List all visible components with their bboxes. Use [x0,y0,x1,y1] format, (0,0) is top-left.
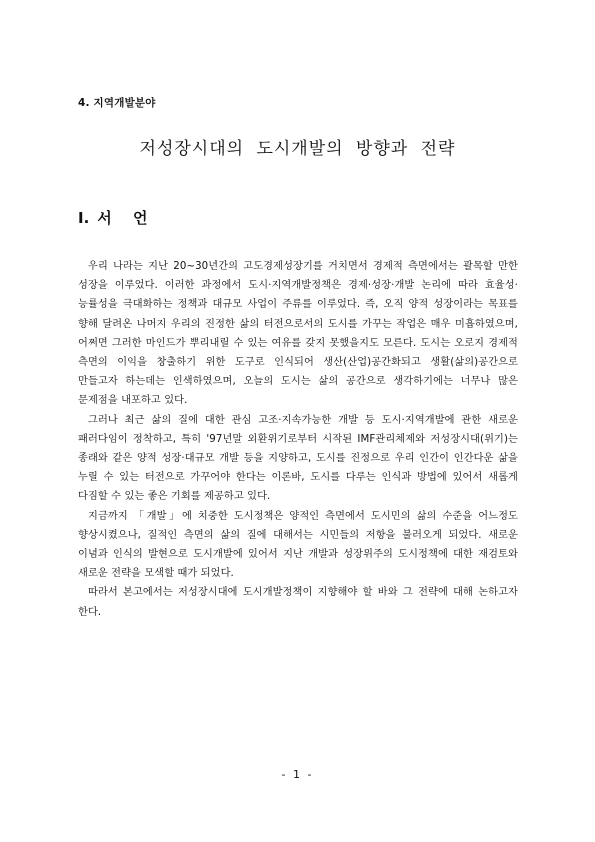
document-title: 저성장시대의 도시개발의 방향과 전략 [139,139,456,159]
heading-number: Ⅰ. [78,209,90,227]
page-number: - 1 - [281,768,314,781]
paragraph: 우리 나라는 지난 20~30년간의 고도경제성장기를 거치면서 경제적 측면에서는 괄목할 만한 성장을 이루었다. 이러한 과정에서 도시·지역개발정책은 경제·성장·개발 논리에 따라 효율성·능률성을 극대화하는 정책과 대규모 사업이 주류를 이루었다. 즉, 오직 양적 성장이라는 목표를 향해 달려온 나머지 우리의 진정한 삶의 터전으로서의 도시를 가꾸는 작업은 매우 미흡하였으며, 어쩌면 그러한 마인드가 뿌리내릴 수 있는 여유를 갖지 못했을지도 모른다. 도시는 오로지 경제적 측면의 이익을 창출하기 위한 도구로 인식되어 생산(산업)공간화되고 생활(삶의)공간으로 만들고자 하는데는 인색하였으며, 오늘의 도시는 삶의 공간으로 생각하기에는 너무나 많은 문제점을 내포하고 있다. [78,261,518,407]
paragraph: 지금까지 「개발」에 치중한 도시정책은 양적인 측면에서 도시민의 삶의 수준을 어느정도 향상시켰으나, 질적인 측면의 삶의 질에 대해서는 시민들의 저항을 불러오게 되었다. 새로운 이념과 인식의 발현으로 도시개발에 있어서 지난 개발과 성장위주의 도시정책에 대한 재검토와 새로운 전략을 모색할 때가 되었다. [78,510,518,580]
heading-text: 서 언 [97,209,156,227]
section-heading [78,207,155,228]
paragraph: 따라서 본고에서는 저성장시대에 도시개발정책이 지향해야 할 바와 그 전략에 대해 논하고자 한다. [78,587,518,618]
body-text [78,257,518,622]
section-label: 4. 지역개발분야 [78,97,156,109]
paragraph: 그러나 최근 삶의 질에 대한 관심 고조·지속가능한 개발 등 도시·지역개발에 관한 새로운 패러다임이 정착하고, 특히 '97년말 외환위기로부터 시작된 IMF관리체제와 저성장시대(위기)는 종래와 같은 양적 성장·대규모 개발 등을 지양하고, 도시를 진정으로 우리 인간이 인간다운 삶을 누릴 수 있는 터전으로 가꾸어야 한다는 이론바, 도시를 다루는 인식과 방법에 있어서 새롭게 다짐할 수 있는 좋은 기회를 제공하고 있다. [78,414,518,503]
